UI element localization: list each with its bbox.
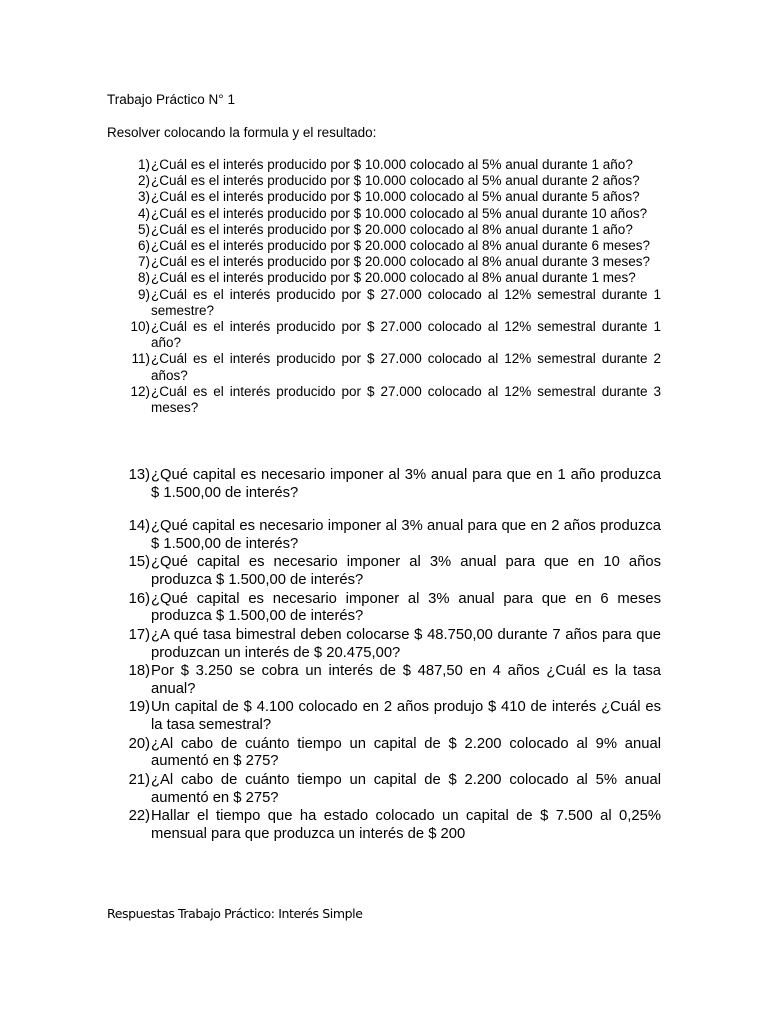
question-item [107, 189, 661, 205]
question-number: 13) [128, 467, 150, 483]
footer-heading: Respuestas Trabajo Práctico: Interés Simple [107, 906, 363, 921]
question-text: ¿Qué capital es necesario imponer al 3% anual para que en 6 meses produzca $ 1.500,00 de interés? [151, 590, 661, 625]
question-number: 6) [137, 238, 150, 254]
question-number: 7) [137, 254, 150, 270]
question-number: 19) [128, 699, 150, 716]
question-number: 22) [128, 808, 150, 825]
question-number: 4) [137, 205, 150, 221]
question-item [107, 772, 661, 808]
question-item [107, 808, 661, 844]
question-number: 14) [128, 518, 150, 534]
question-text: ¿Cuál es el interés producido por $ 20.000 colocado al 8% anual durante 1 mes? [151, 270, 636, 286]
question-number: 17) [128, 626, 150, 643]
question-number: 9) [137, 286, 150, 302]
question-item [107, 384, 661, 416]
question-text: ¿Qué capital es necesario imponer al 3% anual para que en 1 año produzca $ 1.500,00 de interés? [151, 467, 661, 501]
question-item [107, 467, 661, 503]
question-item [107, 287, 661, 319]
question-item [107, 663, 661, 699]
question-number: 1) [137, 157, 150, 172]
question-text: Por $ 3.250 se cobra un interés de $ 487,50 en 4 años ¿Cuál es la tasa anual? [151, 663, 661, 697]
question-text: ¿Cuál es el interés producido por $ 20.000 colocado al 8% anual durante 6 meses? [151, 238, 651, 254]
question-text: ¿Cuál es el interés producido por $ 20.000 colocado al 8% anual durante 3 meses? [151, 254, 651, 270]
question-item [107, 238, 661, 254]
question-item [107, 554, 661, 590]
question-number: 8) [137, 270, 150, 286]
question-item [107, 699, 661, 735]
question-item [107, 591, 661, 627]
question-text: ¿Cuál es el interés producido por $ 10.000 colocado al 5% anual durante 1 año? [151, 157, 633, 172]
question-number: 21) [128, 771, 150, 788]
question-number: 10) [130, 319, 150, 335]
questions-list-large [107, 518, 661, 845]
question-number: 12) [130, 383, 150, 399]
question-item [107, 222, 661, 238]
question-text: Hallar el tiempo que ha estado colocado un capital de $ 7.500 al 0,25% mensual para que produzca un interés de $ 200 [151, 808, 661, 843]
question-text: ¿Cuál es el interés producido por $ 20.000 colocado al 8% anual durante 1 año? [151, 221, 633, 237]
question-item [107, 206, 661, 222]
question-text: ¿Cuál es el interés producido por $ 10.000 colocado al 5% anual durante 2 años? [151, 173, 640, 189]
question-text: ¿Qué capital es necesario imponer al 3% anual para que en 10 años produzca $ 1.500,00 de interés? [151, 554, 661, 589]
question-item [107, 351, 661, 383]
question-text: ¿Qué capital es necesario imponer al 3% anual para que en 2 años produzca $ 1.500,00 de interés? [151, 518, 661, 552]
question-text: ¿A qué tasa bimestral deben colocarse $ 48.750,00 durante 7 años para que produzcan un interés de $ 20.475,00? [151, 626, 661, 661]
question-text: ¿Cuál es el interés producido por $ 10.000 colocado al 5% anual durante 5 años? [151, 189, 640, 205]
question-text: ¿Cuál es el interés producido por $ 27.000 colocado al 12% semestral durante 1 semestre? [151, 286, 661, 318]
question-item [107, 319, 661, 351]
question-number: 20) [128, 735, 150, 752]
question-item [107, 270, 661, 286]
question-item [107, 157, 661, 173]
question-item [107, 518, 661, 554]
question-text: ¿Cuál es el interés producido por $ 27.000 colocado al 12% semestral durante 3 meses? [151, 383, 661, 416]
question-number: 2) [137, 173, 150, 189]
question-item [107, 627, 661, 663]
question-text: ¿Cuál es el interés producido por $ 27.000 colocado al 12% semestral durante 1 año? [151, 319, 661, 351]
question-number: 18) [128, 663, 150, 680]
question-text: Un capital de $ 4.100 colocado en 2 años produjo $ 410 de interés ¿Cuál es la tasa semestral? [151, 699, 661, 734]
question-number: 15) [128, 554, 150, 571]
question-text: ¿Al cabo de cuánto tiempo un capital de $ 2.200 colocado al 9% anual aumentó en $ 275? [151, 735, 661, 770]
questions-list-small [107, 157, 661, 416]
question-text: ¿Al cabo de cuánto tiempo un capital de $ 2.200 colocado al 5% anual aumentó en $ 275? [151, 771, 661, 806]
question-item [107, 254, 661, 270]
questions-list-13 [107, 467, 661, 503]
question-text: ¿Cuál es el interés producido por $ 10.000 colocado al 5% anual durante 10 años? [151, 205, 648, 221]
question-item [107, 173, 661, 189]
question-text: ¿Cuál es el interés producido por $ 27.000 colocado al 12% semestral durante 2 años? [151, 351, 661, 383]
question-item [107, 736, 661, 772]
document-title: Trabajo Práctico N° 1 [107, 92, 235, 107]
question-number: 11) [131, 351, 150, 367]
question-number: 16) [128, 590, 150, 607]
instructions-text: Resolver colocando la formula y el resultado: [107, 125, 377, 140]
question-number: 5) [137, 221, 150, 237]
question-number: 3) [137, 189, 150, 205]
